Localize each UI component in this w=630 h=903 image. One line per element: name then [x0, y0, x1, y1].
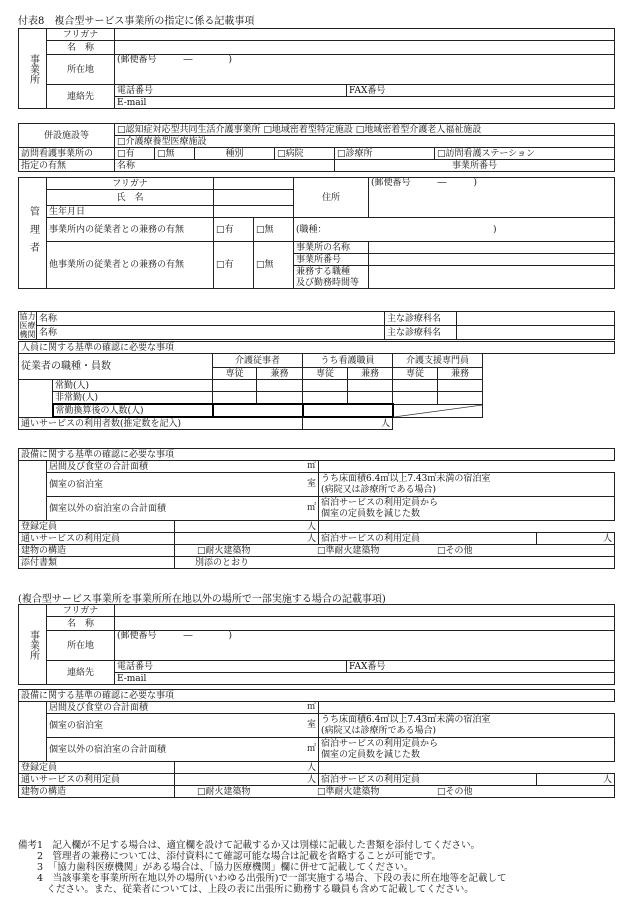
manager-table — [18, 177, 615, 289]
branch-title: (複合型サービス事業所を事業所所在地以外の場所で一部実施する場合の記載事項) — [18, 594, 386, 605]
branch-capacity-line1: 宿泊サービスの利用定員から — [321, 738, 439, 749]
facility-table — [18, 448, 615, 569]
staff-sub-4: 専従 — [393, 368, 438, 380]
manager-name-label: 氏 名 — [47, 190, 214, 206]
facility-small-room-line1: うち床面積6.4㎡以上7.43㎡未満の宿泊室 — [321, 473, 491, 484]
attached-options-row1[interactable] — [115, 124, 615, 136]
facility-registered-label: 登録定員 — [19, 521, 175, 533]
medical-dept-field-1[interactable] — [457, 312, 615, 326]
branch-fire-opt3[interactable]: □その他 — [437, 786, 473, 797]
facility-docs-label: 添付書類 — [19, 557, 175, 569]
branch-living-text: 居間及び食堂の合計面積 — [49, 702, 149, 713]
attached-table — [18, 123, 615, 172]
staff-table — [18, 341, 615, 430]
staff-sub-2: 専従 — [303, 368, 348, 380]
staff-users-est-label: 通いサービスの利用者数(推定数を記入) — [19, 417, 303, 430]
medical-dept-label-1: 主な診療科名 — [385, 312, 457, 326]
office-postal[interactable]: (郵便番号 ― ) — [115, 55, 615, 85]
unit-room-2: 室 — [306, 720, 316, 730]
medical-table — [18, 311, 615, 340]
office-furigana-field[interactable] — [115, 29, 615, 41]
unit-sqm-4: ㎡ — [306, 744, 316, 754]
manager-in-no[interactable]: □無 — [254, 218, 294, 242]
diagonal-line — [394, 405, 483, 417]
staff-row-fte: 常勤換算後の人数(人) — [53, 404, 213, 417]
staff-cell[interactable] — [438, 380, 483, 392]
facility-structure-options[interactable] — [175, 545, 615, 557]
staff-heading: 人員に関する基準の確認に必要な事項 — [19, 342, 615, 354]
facility-heading: 設備に関する基準の確認に必要な事項 — [19, 449, 615, 461]
manager-other-name-field[interactable] — [369, 242, 615, 254]
branch-day-cap-field[interactable]: 人 — [175, 774, 319, 786]
facility-nonprivate-label[interactable] — [47, 497, 319, 521]
visiting-type-label: 種別 — [195, 148, 275, 160]
manager-address-label: 住所 — [294, 178, 369, 218]
manager-other-name-label: 事業所の名称 — [294, 242, 369, 254]
branch-name-label: 名 称 — [47, 617, 115, 631]
office-email-label[interactable]: E-mail — [115, 97, 615, 109]
facility-day-cap-field[interactable]: 人 — [175, 533, 319, 545]
medical-dept-field-2[interactable] — [457, 326, 615, 340]
visiting-number-label[interactable]: 事業所番号 — [335, 160, 615, 172]
note-1: 備考1 記入欄が不足する場合は、適宜欄を設けて記載するか又は別様に記載した書類を添付してください。 — [18, 840, 481, 851]
office-name-field[interactable] — [115, 41, 615, 55]
manager-in-yes[interactable]: □有 — [214, 218, 254, 242]
staff-cell[interactable] — [213, 380, 257, 392]
facility-private-label[interactable] — [47, 473, 319, 497]
branch-registered-label: 登録定員 — [19, 762, 175, 774]
branch-capacity-line2: 個室の定員数を減じた数 — [321, 749, 421, 760]
unit-sqm: ㎡ — [306, 461, 316, 471]
staff-row-fulltime: 常勤(人) — [53, 380, 213, 392]
visiting-no[interactable]: □無 — [155, 148, 195, 160]
staff-sub-0: 専従 — [213, 368, 257, 380]
branch-fax-label[interactable]: FAX番号 — [347, 661, 615, 673]
staff-cell[interactable] — [348, 392, 393, 405]
facility-day-cap-label: 通いサービスの利用定員 — [19, 533, 175, 545]
branch-furigana-field[interactable] — [115, 605, 615, 617]
manager-other-job-field[interactable] — [369, 266, 615, 289]
fire-opt3[interactable]: □その他 — [437, 545, 473, 556]
staff-cell[interactable] — [438, 392, 483, 405]
facility-small-room — [319, 473, 615, 497]
manager-out-no[interactable]: □無 — [254, 242, 294, 289]
branch-structure-label: 建物の構造 — [19, 786, 175, 798]
manager-dob-field[interactable] — [214, 206, 294, 218]
staff-sub-5: 兼務 — [438, 368, 483, 380]
manager-other-hours-label: 及び勤務時間等 — [294, 277, 369, 289]
office-table — [18, 28, 615, 109]
facility-registered-field[interactable]: 人 — [175, 521, 319, 533]
visiting-name-label[interactable]: 名称 — [115, 160, 335, 172]
manager-out-yes[interactable]: □有 — [214, 242, 254, 289]
office-address-label: 所在地 — [47, 55, 115, 85]
staff-group-manager: 介護支援専門員 — [393, 354, 483, 368]
staff-cell[interactable] — [257, 392, 303, 405]
note-5: ください。また、従業者については、上段の表に出張所に勤務する職員も含めて記載してください。 — [18, 884, 474, 895]
manager-furigana-label: フリガナ — [47, 178, 214, 190]
manager-concurrent-in-label: 事業所内の従業者との兼務の有無 — [47, 218, 214, 242]
note-3: 3 「協力歯科医療機関」がある場合は、「協力医療機関」欄に併せて記載してください。 — [18, 862, 414, 873]
unit-person: 人 — [380, 418, 390, 429]
branch-small-room-line1: うち床面積6.4㎡以上7.43㎡未満の宿泊室 — [321, 714, 491, 725]
branch-contact-label: 連絡先 — [47, 661, 115, 685]
form-title: 付表8 複合型サービス事業所の指定に係る記載事項 — [18, 16, 255, 27]
staff-fte-manager[interactable] — [393, 404, 483, 417]
manager-concurrent-out-label: 他事業所の従業者との兼務の有無 — [47, 242, 214, 289]
medical-name-label-2[interactable]: 名称 — [37, 326, 385, 340]
visiting-label2: 指定の有無 — [19, 160, 115, 172]
staff-group-care: 介護従事者 — [213, 354, 303, 368]
office-side-label: 事業所 — [19, 29, 47, 109]
manager-other-job-label: 兼務する職種 — [294, 266, 369, 278]
staff-fte-nurse[interactable] — [303, 404, 393, 417]
staff-cell[interactable] — [393, 380, 438, 392]
branch-nonprivate-label[interactable] — [47, 738, 319, 762]
facility-structure-label: 建物の構造 — [19, 545, 175, 557]
facility-small-room-line2: (病院又は診療所である場合) — [321, 484, 437, 495]
branch-small-room-line2: (病院又は診療所である場合) — [321, 725, 437, 736]
visiting-station[interactable]: □訪問看護ステーション — [435, 148, 615, 160]
manager-furigana-field[interactable] — [214, 178, 294, 190]
branch-stay-cap-field[interactable]: 人 — [537, 774, 615, 786]
visiting-hospital[interactable]: □病院 — [275, 148, 335, 160]
staff-fte-care[interactable] — [213, 404, 303, 417]
medical-name-label-1[interactable]: 名称 — [37, 312, 385, 326]
office-fax-label[interactable]: FAX番号 — [347, 85, 615, 97]
facility-nonprivate-text: 個室以外の宿泊室の合計面積 — [49, 503, 167, 514]
notes — [18, 840, 618, 895]
manager-side-label: 管理者 — [19, 178, 47, 289]
branch-nonprivate-text: 個室以外の宿泊室の合計面積 — [49, 744, 167, 755]
branch-private-text: 個室の宿泊室 — [49, 720, 104, 731]
note-4: 4 当該事業を事業所所在地以外の場所(いわゆる出張所)で一部実施する場合、下段の表に所在地等を記載して — [18, 873, 507, 884]
branch-phone-label[interactable]: 電話番号 — [115, 661, 347, 673]
unit-sqm-2: ㎡ — [306, 503, 316, 513]
branch-structure-options[interactable] — [175, 786, 615, 798]
attached-opt1[interactable]: □認知症対応型共同生活介護事業所 — [117, 124, 261, 135]
manager-other-number-field[interactable] — [369, 254, 615, 266]
medical-side-label: 協力医療機関 — [19, 312, 36, 339]
branch-small-room — [319, 714, 615, 738]
facility-capacity — [319, 497, 615, 521]
branch-address-label: 所在地 — [47, 631, 115, 661]
facility-living-label[interactable] — [47, 461, 319, 473]
facility-stay-cap-label: 宿泊サービスの利用定員 — [319, 533, 537, 545]
manager-other-number-label: 事業所番号 — [294, 254, 369, 266]
branch-fire-opt2[interactable]: □準耐火建築物 — [317, 786, 380, 797]
staff-col-label: 従業者の職種・員数 — [19, 354, 213, 380]
branch-facility-table — [18, 689, 615, 798]
unit-sqm-3: ㎡ — [306, 702, 316, 712]
staff-cell[interactable] — [213, 392, 257, 405]
attached-label: 併設施設等 — [19, 124, 115, 148]
manager-dob-label: 生年月日 — [47, 206, 214, 218]
note-2: 2 管理者の兼務については、添付資料にて確認可能な場合は記載を省略することが可能です。 — [18, 851, 442, 862]
attached-opt2[interactable]: □地域密着型特定施設 — [263, 124, 353, 135]
staff-sub-1: 兼務 — [257, 368, 303, 380]
branch-registered-field[interactable]: 人 — [175, 762, 319, 774]
visiting-label1: 訪問看護事業所の — [19, 148, 115, 160]
branch-private-label[interactable] — [47, 714, 319, 738]
branch-fire-opt1[interactable]: □耐火建築物 — [197, 786, 251, 797]
branch-postal[interactable]: (郵便番号 ― ) — [115, 631, 615, 661]
facility-capacity-line2: 個室の定員数を減じた数 — [321, 508, 421, 519]
facility-living-text: 居間及び食堂の合計面積 — [49, 461, 149, 472]
branch-day-cap-label: 通いサービスの利用定員 — [19, 774, 175, 786]
visiting-yes[interactable]: □有 — [115, 148, 155, 160]
office-furigana-label: フリガナ — [47, 29, 115, 41]
staff-cell[interactable] — [257, 380, 303, 392]
branch-office-table — [18, 604, 615, 685]
medical-dept-label-2: 主な診療科名 — [385, 326, 457, 340]
office-contact-label: 連絡先 — [47, 85, 115, 109]
staff-sub-3: 兼務 — [348, 368, 393, 380]
unit-room: 室 — [306, 479, 316, 489]
attached-opt4[interactable]: □介護療養型医療施設 — [115, 136, 615, 148]
fire-opt1[interactable]: □耐火建築物 — [197, 545, 251, 556]
staff-group-nurse: うち看護職員 — [303, 354, 393, 368]
fire-opt2[interactable]: □準耐火建築物 — [317, 545, 380, 556]
branch-name-field[interactable] — [115, 617, 615, 631]
staff-cell[interactable] — [303, 392, 348, 405]
manager-postal[interactable]: (郵便番号 ― ) — [369, 178, 615, 218]
branch-email-label[interactable]: E-mail — [115, 673, 615, 685]
branch-side-label: 事業所 — [19, 605, 47, 685]
visiting-clinic[interactable]: □診療所 — [335, 148, 435, 160]
facility-stay-cap-field[interactable]: 人 — [537, 533, 615, 545]
staff-row-parttime: 非常勤(人) — [53, 392, 213, 405]
staff-cell[interactable] — [393, 392, 438, 405]
branch-facility-heading: 設備に関する基準の確認に必要な事項 — [19, 690, 615, 702]
branch-furigana-label: フリガナ — [47, 605, 115, 617]
facility-docs-value: 別添のとおり — [175, 557, 615, 569]
branch-capacity — [319, 738, 615, 762]
staff-users-est-field[interactable] — [303, 417, 393, 430]
manager-name-field[interactable] — [214, 190, 294, 206]
staff-cell[interactable] — [348, 380, 393, 392]
staff-cell[interactable] — [303, 380, 348, 392]
attached-opt3[interactable]: □地域密着型介護老人福祉施設 — [355, 124, 482, 135]
office-phone-label[interactable]: 電話番号 — [115, 85, 347, 97]
branch-living-label[interactable] — [47, 702, 319, 714]
facility-private-text: 個室の宿泊室 — [49, 479, 104, 490]
office-name-label: 名 称 — [47, 41, 115, 55]
manager-job[interactable]: (職種： ) — [294, 218, 615, 242]
branch-stay-cap-label: 宿泊サービスの利用定員 — [319, 774, 537, 786]
facility-capacity-line1: 宿泊サービスの利用定員から — [321, 497, 439, 508]
